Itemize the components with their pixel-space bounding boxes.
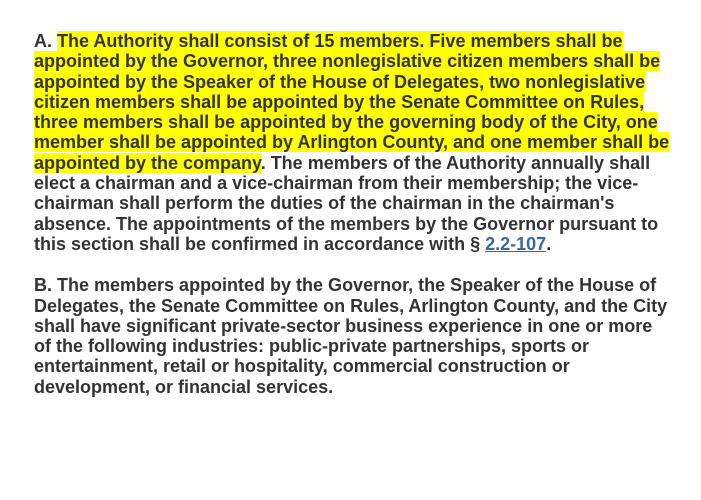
statute-reference-link[interactable]: 2.2-107	[485, 233, 547, 254]
section-a-paragraph	[34, 31, 674, 254]
section-a-text: . The members of the Authority annually shall elect a chairman and a vice-chairman from their membership; the vice-chairman shall perform the duties of the chairman in the chairman's absence. The appointments of the members by the Governor pursuant to this section shall be confirmed in accordance with §	[34, 152, 659, 254]
section-a-end: .	[546, 233, 552, 254]
section-b-label: B.	[34, 275, 52, 296]
section-b-text: The members appointed by the Governor, the Speaker of the House of Delegates, the Senate Committee on Rules, Arlington County, and the City shall have significant private-sector business experience in one or more of the following industries: public-private partnerships, sports or entertainment, retail or hospitality, commercial construction or development, or financial services.	[34, 275, 668, 397]
section-a-label: A.	[34, 31, 52, 51]
highlighted-text: The Authority shall consist of 15 members. Five members shall be appointed by the Governor, three nonlegislative citizen members shall be appointed by the Speaker of the House of Delegates, two nonlegislative citizen members shall be appointed by the Senate Committee on Rules, three members shall be appointed by the governing body of the City, one member shall be appointed by Arlington County, and one member shall be appointed by the company	[34, 31, 670, 173]
statute-text	[34, 31, 674, 397]
section-b-paragraph	[34, 275, 674, 397]
